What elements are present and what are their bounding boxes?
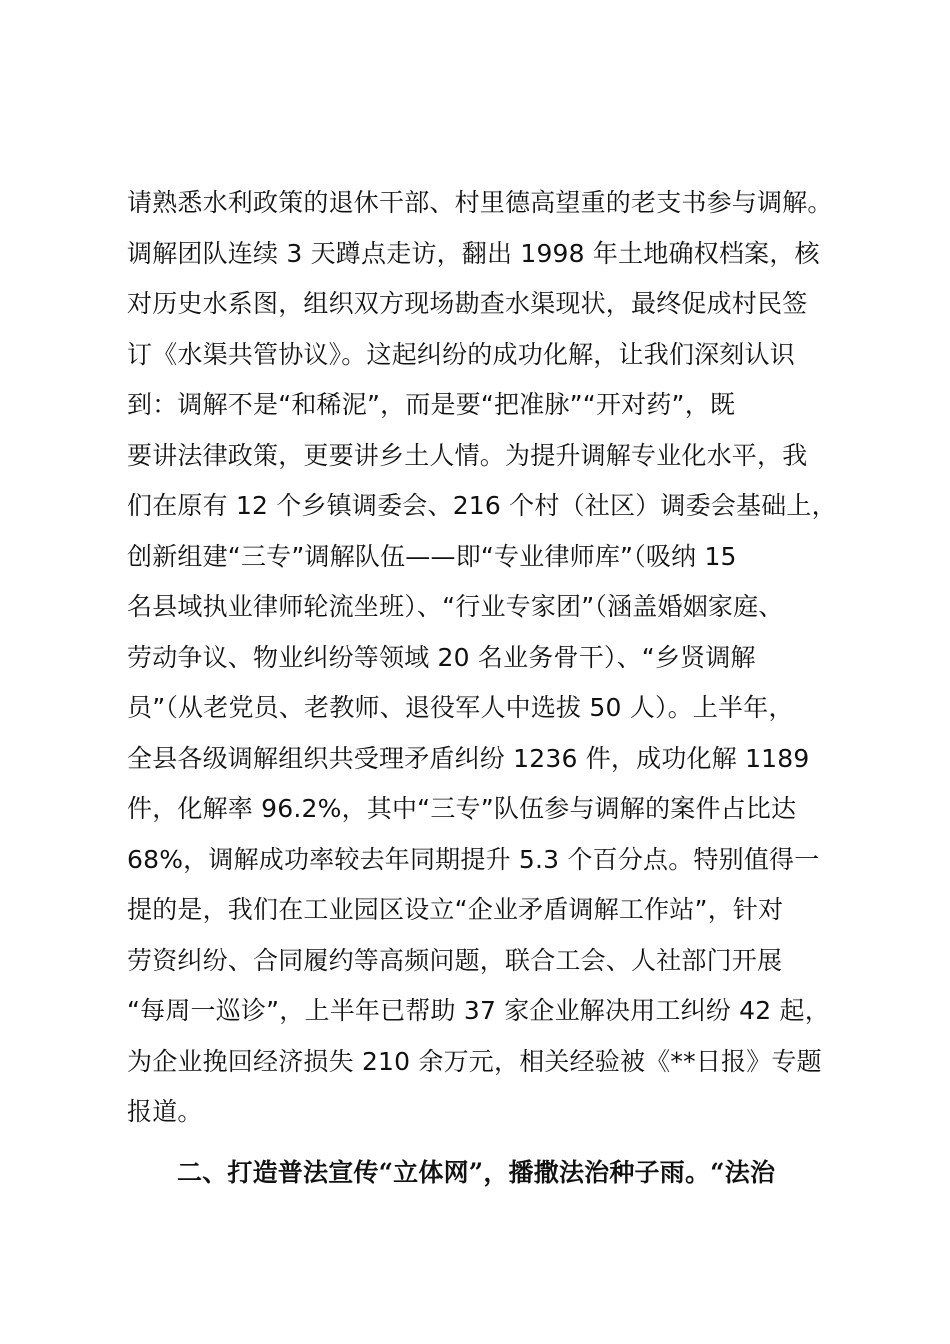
- body-text: [127, 178, 863, 1198]
- paragraph-line: 件，化解率 96.2%，其中“三专”队伍参与调解的案件占比达: [127, 794, 797, 823]
- paragraph-line: 报道。: [127, 1097, 203, 1126]
- paragraph-line: 全县各级调解组织共受理矛盾纠纷 1236 件，成功化解 1189: [127, 743, 810, 773]
- paragraph-line: 请熟悉水利政策的退休干部、村里德高望重的老支书参与调解。: [127, 188, 833, 217]
- section-heading: 二、打造普法宣传“立体网”，播撒法治种子雨。“法治: [177, 1157, 776, 1187]
- paragraph-line: “每周一巡诊”，上半年已帮助 37 家企业解决用工纠纷 42 起，: [127, 996, 830, 1025]
- paragraph-line: 订《水渠共管协议》。这起纠纷的成功化解，让我们深刻认识: [127, 339, 795, 369]
- paragraph-line: 对历史水系图，组织双方现场勘查水渠现状，最终促成村民签: [127, 289, 808, 318]
- paragraph-line: 劳动争议、物业纠纷等领域 20 名业务骨干）、“乡贤调解: [127, 642, 756, 672]
- paragraph-line: 到：调解不是“和稀泥”，而是要“把准脉”“开对药”，既: [127, 390, 736, 419]
- paragraph-line: 提的是，我们在工业园区设立“企业矛盾调解工作站”，针对: [127, 895, 784, 924]
- paragraph-line: 68%，调解成功率较去年同期提升 5.3 个百分点。特别值得一: [127, 844, 820, 874]
- paragraph-line: 为企业挽回经济损失 210 余万元，相关经验被《**日报》专题: [127, 1046, 822, 1076]
- paragraph-line: 们在原有 12 个乡镇调委会、216 个村（社区）调委会基础上，: [127, 491, 837, 520]
- paragraph-line: 劳资纠纷、合同履约等高频问题，联合工会、人社部门开展: [127, 945, 783, 975]
- paragraph-line: 创新组建“三专”调解队伍——即“专业律师库”（吸纳 15: [127, 541, 737, 571]
- paragraph-line: 调解团队连续 3 天蹲点走访，翻出 1998 年土地确权档案，核: [127, 238, 820, 268]
- paragraph-line: 要讲法律政策，更要讲乡土人情。为提升调解专业化水平，我: [127, 440, 808, 470]
- paragraph-line: 名县域执业律师轮流坐班）、“行业专家团”（涵盖婚姻家庭、: [127, 592, 784, 621]
- paragraph-line: 员”（从老党员、老教师、退役军人中选拔 50 人）。上半年，: [127, 693, 794, 722]
